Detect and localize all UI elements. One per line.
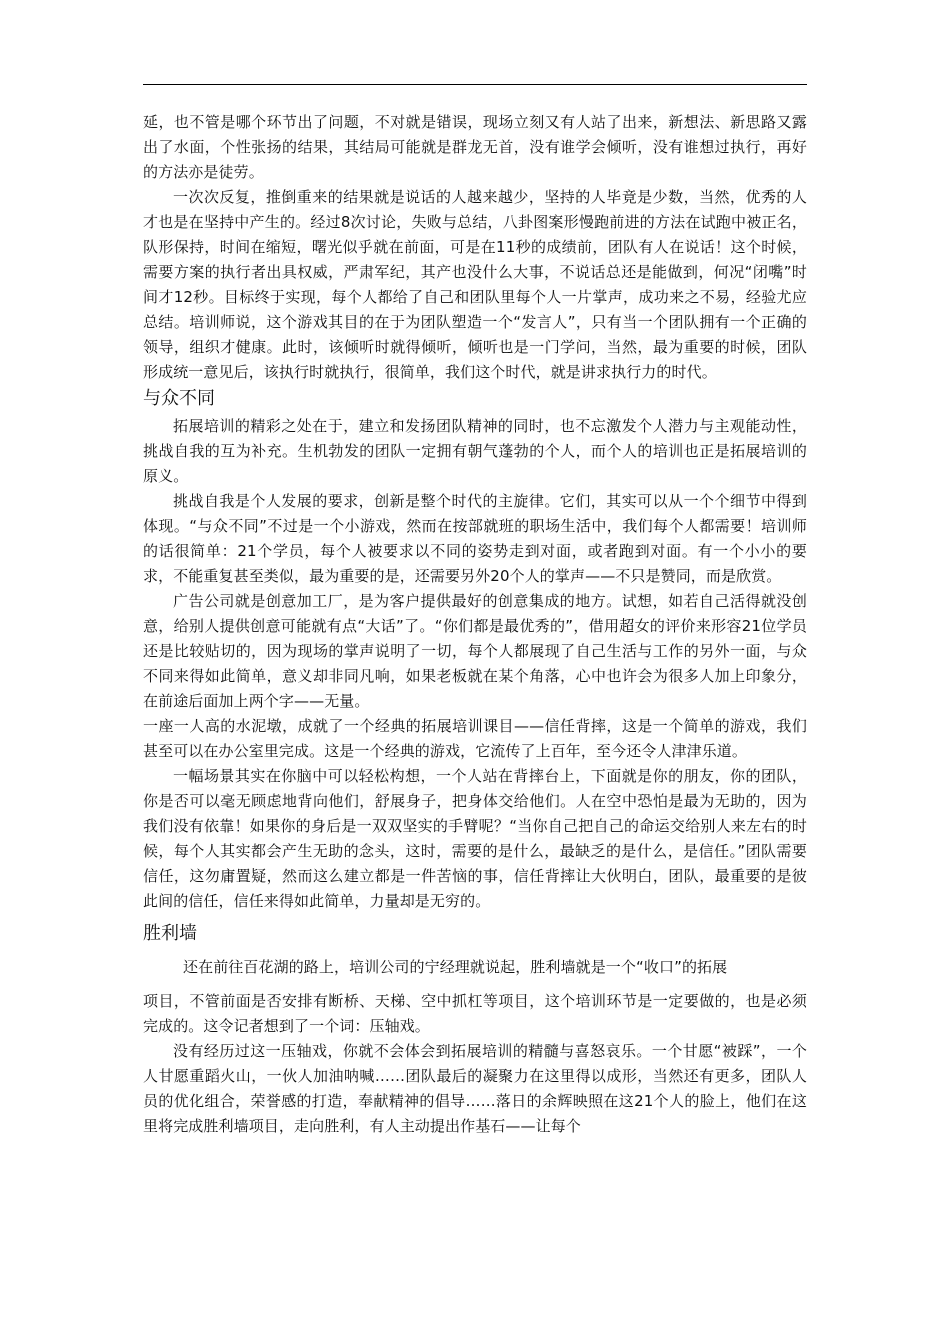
header-rule [143,84,807,85]
paragraph: 广告公司就是创意加工厂，是为客户提供最好的创意集成的地方。试想，如若自己活得就没创意，给别人提供创意可能就有点“大话”了。“你们都是最优秀的”，借用超女的评价来形容21位学员还是比较贴切的，因为现场的掌声说明了一切，每个人都展现了自己生活与工作的另外一面，与众不同来得如此简单，意义却非同凡响，如果老板就在某个角落，心中也许会为很多人加上印象分，在前途后面加上两个字——无量。 [143,592,807,710]
paragraph: 拓展培训的精彩之处在于，建立和发扬团队精神的同时，也不忘激发个人潜力与主观能动性，挑战自我的互为补充。生机勃发的团队一定拥有朝气蓬勃的个人，而个人的培训也正是拓展培训的原义。 [143,417,807,485]
section-heading-uniqueness: 与众不同 [143,388,215,409]
paragraph: 还在前往百花湖的路上，培训公司的宁经理就说起，胜利墙就是一个“收口”的拓展 [183,958,728,976]
paragraph: 一次次反复，推倒重来的结果就是说话的人越来越少，坚持的人毕竟是少数，当然，优秀的人才也是在坚持中产生的。经过8次讨论，失败与总结，八卦图案形慢跑前进的方法在试跑中被正名，队形保持，时间在缩短，曙光似乎就在前面，可是在11秒的成绩前，团队有人在说话！这个时候，需要方案的执行者出具权威，严肃军纪，其产也没什么大事，不说话总还是能做到，何况“闭嘴”时间才12秒。目标终于实现，每个人都给了自己和团队里每个人一片掌声，成功来之不易，经验尤应总结。培训师说，这个游戏其目的在于为团队塑造一个“发言人”，只有当一个团队拥有一个正确的领导，组织才健康。此时，该倾听时就得倾听，倾听也是一门学问，当然，最为重要的时候，团队形成统一意见后，该执行时就执行，很简单，我们这个时代，就是讲求执行力的时代。 [143,188,807,381]
paragraph: 一幅场景其实在你脑中可以轻松构想，一个人站在背摔台上，下面就是你的朋友，你的团队，你是否可以毫无顾虑地背向他们，舒展身子，把身体交给他们。人在空中恐怕是最为无助的，因为我们没有依靠！如果你的身后是一双双坚实的手臂呢？“当你自己把自己的命运交给别人来左右的时候，每个人其实都会产生无助的念头，这时，需要的是什么，最缺乏的是什么，是信任。”团队需要信任，这勿庸置疑，然而这么建立都是一件苦恼的事，信任背摔让大伙明白，团队，最重要的是彼此间的信任，信任来得如此简单，力量却是无穷的。 [143,767,807,910]
document-body [143,110,807,1139]
section-heading-victory-wall: 胜利墙 [143,923,197,944]
paragraph: 挑战自我是个人发展的要求，创新是整个时代的主旋律。它们，其实可以从一个个细节中得到体现。“与众不同”不过是一个小游戏，然而在按部就班的职场生活中，我们每个人都需要！培训师的话很简单：21个学员，每个人被要求以不同的姿势走到对面，或者跑到对面。有一个小小的要求，不能重复甚至类似，最为重要的是，还需要另外20个人的掌声——不只是赞同，而是欣赏。 [143,492,807,585]
paragraph-continuation: 延，也不管是哪个环节出了问题，不对就是错误，现场立刻又有人站了出来，新想法、新思路又露出了水面，个性张扬的结果，其结局可能就是群龙无首，没有谁学会倾听，没有谁想过执行，再好的方法亦是徒劳。 [143,113,807,181]
paragraph: 项目，不管前面是否安排有断桥、天梯、空中抓杠等项目，这个培训环节是一定要做的，也是必须完成的。这令记者想到了一个词：压轴戏。 [143,992,807,1035]
paragraph: 没有经历过这一压轴戏，你就不会体会到拓展培训的精髓与喜怒哀乐。一个甘愿“被踩”，一个人甘愿重蹈火山，一伙人加油呐喊……团队最后的凝聚力在这里得以成形，当然还有更多，团队人员的优化组合，荣誉感的打造，奉献精神的倡导……落日的余辉映照在这21个人的脸上，他们在这里将完成胜利墙项目，走向胜利，有人主动提出作基石——让每个 [143,1042,807,1135]
paragraph: 一座一人高的水泥墩，成就了一个经典的拓展培训课目——信任背摔，这是一个简单的游戏，我们甚至可以在办公室里完成。这是一个经典的游戏，它流传了上百年，至今还令人津津乐道。 [143,717,807,760]
